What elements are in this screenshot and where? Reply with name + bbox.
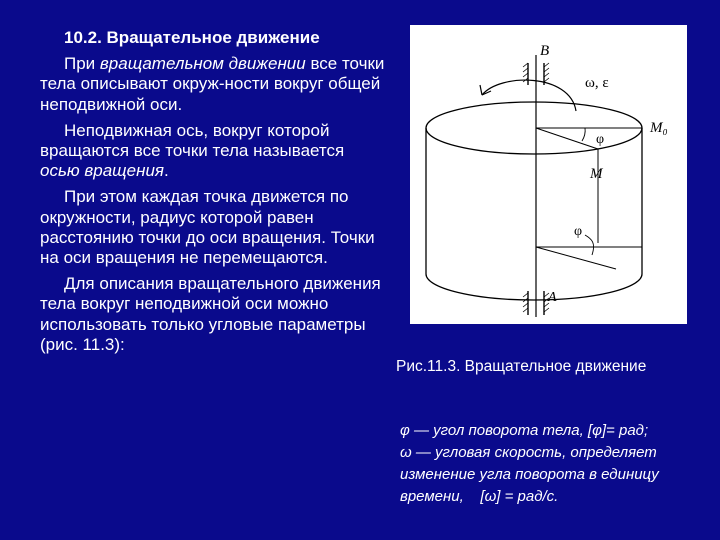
p1-rest: все точки тела описывают окруж-ности вокруг общей неподвижной оси.: [40, 54, 385, 114]
legend-line-4: времени, [ω] = рад/с.: [400, 488, 559, 505]
label-omega-epsilon: ω, ε: [585, 75, 609, 91]
paragraph-1: [40, 54, 385, 115]
label-A: A: [548, 290, 557, 305]
p3-text: При этом каждая точка движется по окружности, радиус которой равен расстоянию точки до оси вращения. Точки на оси вращения не перемещаются.: [40, 187, 375, 268]
legend-line-3: изменение угла поворота в единицу: [400, 466, 659, 483]
rotation-arrowhead: [480, 85, 491, 95]
p1-term: вращательном движении: [99, 54, 306, 74]
p1-lead: При: [64, 54, 100, 74]
label-M: M: [590, 166, 603, 182]
paragraph-3: [40, 187, 385, 268]
body-text: [40, 28, 385, 361]
label-M0: M₀: [650, 120, 668, 136]
cylinder-diagram: [410, 25, 687, 324]
angle-arc-top: [582, 128, 585, 141]
legend-line-2: ω — угловая скорость, определяет: [400, 444, 657, 461]
legend-line-1: φ — угол поворота тела, [φ]= рад;: [400, 422, 649, 439]
label-B: B: [540, 43, 550, 59]
angle-arc-mid: [585, 235, 594, 255]
paragraph-2: [40, 121, 385, 182]
section-heading: [40, 28, 385, 48]
p2-term: осью вращения: [40, 161, 164, 181]
figure-caption: Рис.11.3. Вращательное движение: [396, 358, 647, 375]
figure-legend: [400, 420, 715, 508]
cylinder-bottom-arc: [426, 274, 642, 300]
label-phi-top: φ: [596, 132, 605, 147]
radius-M: [536, 128, 598, 149]
p2-rest: .: [164, 161, 169, 181]
radius-mid-slant: [536, 247, 616, 269]
paragraph-4: [40, 274, 385, 355]
rotation-figure: [410, 25, 687, 324]
p4-text: Для описания вращательного движения тела вокруг неподвижной оси можно использовать только угловые параметры (рис. 11.3):: [40, 274, 381, 354]
label-phi-mid: φ: [574, 224, 583, 239]
p2-lead: Неподвижная ось, вокруг которой вращаются все точки тела называется: [40, 120, 345, 161]
rotation-arc: [482, 80, 576, 111]
heading-text: 10.2. Вращательное движение: [64, 28, 320, 47]
